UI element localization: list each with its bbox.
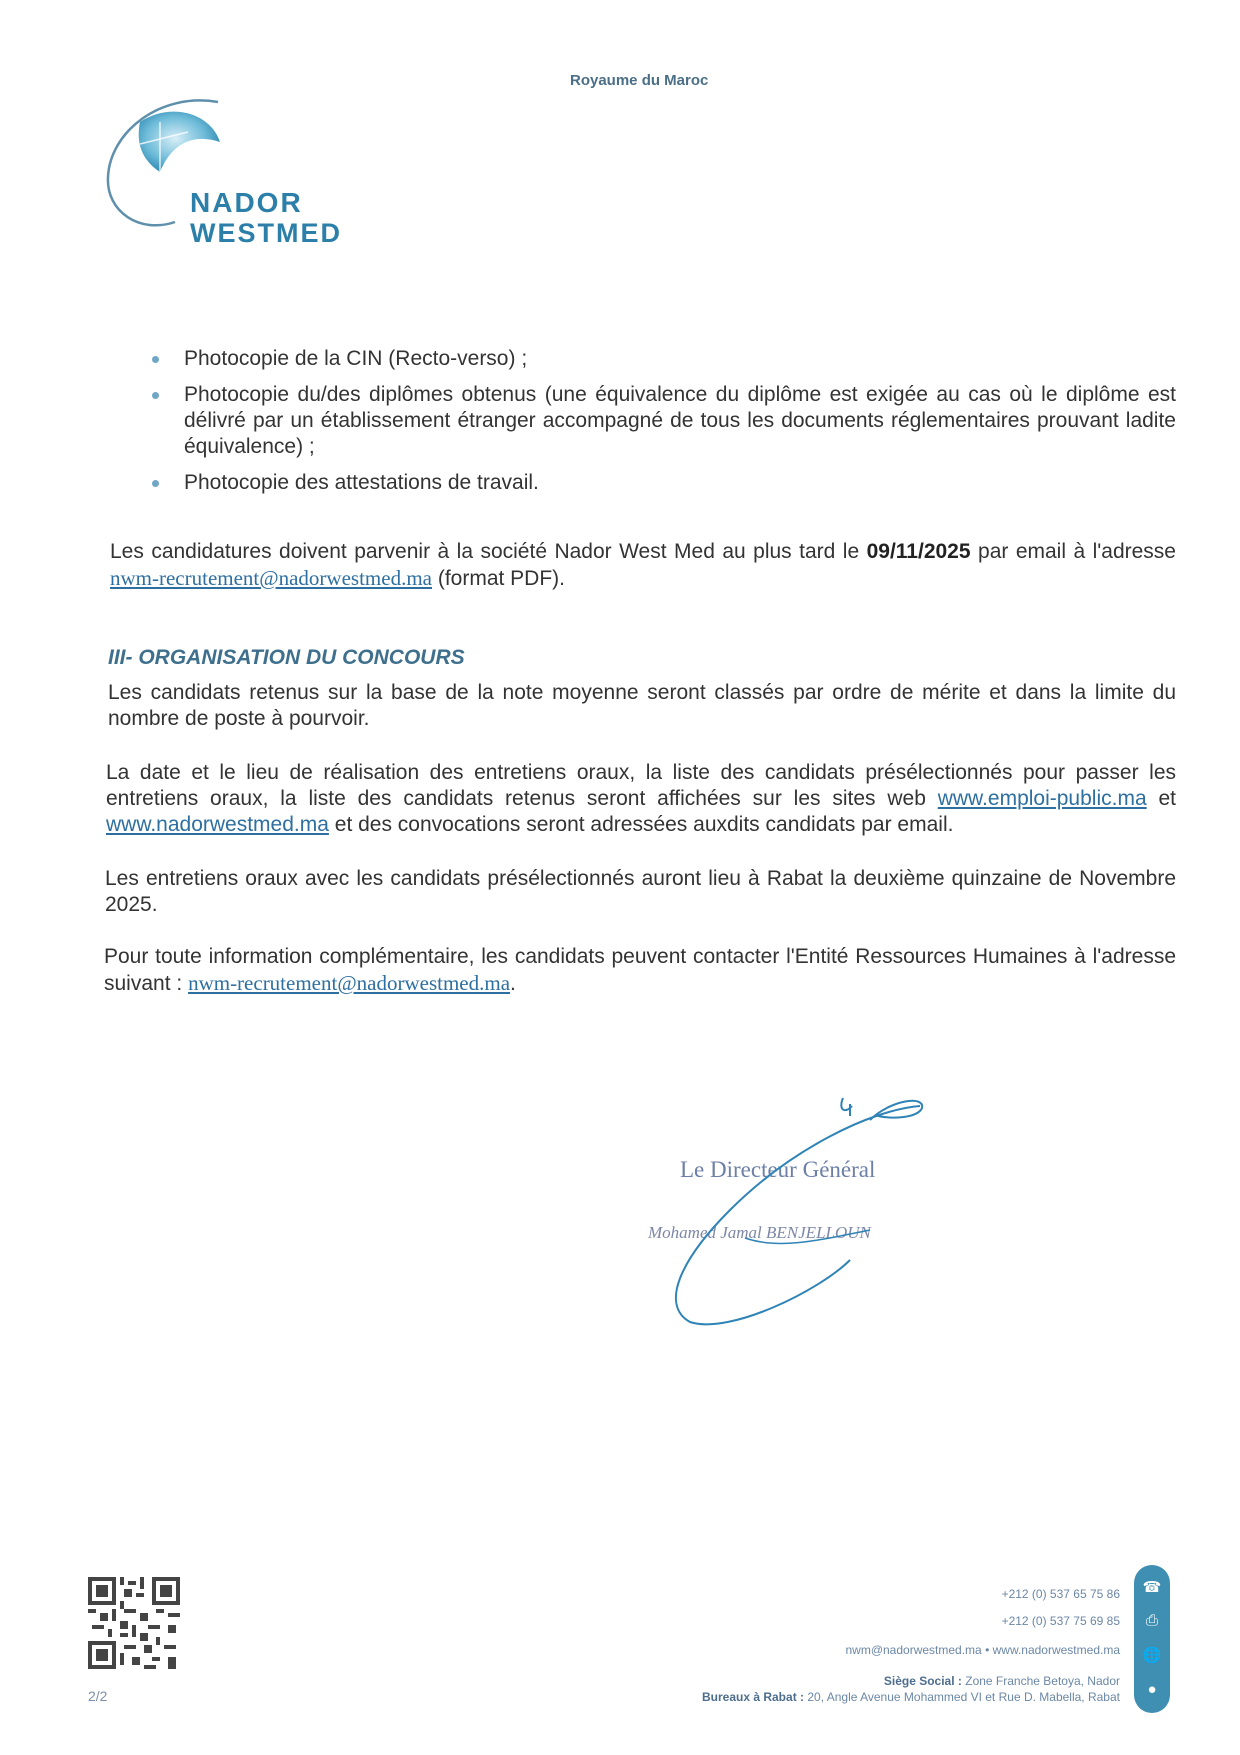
application-paragraph: Les candidatures doivent parvenir à la société Nador West Med au plus tard le 09/11/2025 par email à l'adresse nwm-recrutement@nadorwestmed.ma (format PDF). bbox=[110, 540, 1176, 590]
bullet-icon bbox=[152, 392, 159, 399]
globe-icon: 🌐 bbox=[1142, 1647, 1162, 1664]
logo-line-1: NADOR bbox=[190, 187, 303, 218]
fax-icon: ⎙ bbox=[1145, 1612, 1158, 1629]
signature-name: Mohamed Jamal BENJELLOUN bbox=[648, 1223, 871, 1242]
signature-title: Le Directeur Général bbox=[680, 1157, 876, 1182]
deadline-date: 09/11/2025 bbox=[866, 540, 971, 563]
application-email-link[interactable]: nwm-recrutement@nadorwestmed.ma bbox=[110, 566, 432, 590]
nadorwestmed-link[interactable]: www.nadorwestmed.ma bbox=[106, 813, 329, 836]
list-item: Photocopie de la CIN (Recto-verso) ; bbox=[148, 346, 1176, 372]
company-logo-text bbox=[190, 188, 342, 248]
footer-website: www.nadorwestmed.ma bbox=[992, 1643, 1120, 1657]
footer-bureaux: Bureaux à Rabat : 20, Angle Avenue Mohammed VI et Rue D. Mabella, Rabat bbox=[701, 1690, 1120, 1704]
phone-icon: ☎ bbox=[1142, 1579, 1162, 1596]
interviews-paragraph: La date et le lieu de réalisation des entretiens oraux, la liste des candidats présélectionnés pour passer les entretiens oraux, la liste des candidats retenus seront affichées sur les sites web www.emploi-public.ma et www.nadorwestmed.ma et des convocations seront adressées auxdits candidats par email. bbox=[106, 761, 1176, 836]
location-pin-icon: ● bbox=[1147, 1681, 1157, 1698]
footer-icon-bar bbox=[1134, 1565, 1170, 1713]
documents-list bbox=[148, 346, 1176, 506]
emploi-public-link[interactable]: www.emploi-public.ma bbox=[937, 787, 1147, 810]
logo-line-2: WESTMED bbox=[190, 218, 342, 248]
handwritten-signature bbox=[640, 1090, 930, 1330]
footer-phone-2: +212 (0) 537 75 69 85 bbox=[1001, 1614, 1120, 1628]
footer-siege: Siège Social : Zone Franche Betoya, Nador bbox=[883, 1674, 1120, 1688]
ranking-paragraph: Les candidats retenus sur la base de la note moyenne seront classés par ordre de mérite et dans la limite du nombre de poste à pourvoir. bbox=[108, 681, 1176, 730]
contact-email-link[interactable]: nwm-recrutement@nadorwestmed.ma bbox=[188, 971, 511, 995]
footer-email: nwm@nadorwestmed.ma bbox=[845, 1643, 982, 1657]
rabat-paragraph: Les entretiens oraux avec les candidats présélectionnés auront lieu à Rabat la deuxième quinzaine de Novembre 2025. bbox=[105, 867, 1176, 916]
footer-phone-1: +212 (0) 537 65 75 86 bbox=[1001, 1587, 1120, 1601]
footer-web-line: nwm@nadorwestmed.ma • www.nadorwestmed.ma bbox=[845, 1643, 1120, 1657]
bullet-icon bbox=[152, 480, 159, 487]
kingdom-header: Royaume du Maroc bbox=[570, 72, 709, 89]
page-number: 2/2 bbox=[88, 1688, 108, 1704]
list-item: Photocopie des attestations de travail. bbox=[148, 470, 1176, 496]
contact-paragraph: Pour toute information complémentaire, les candidats peuvent contacter l'Entité Ressources Humaines à l'adresse suivant : nwm-recrutement@nadorwestmed.ma. bbox=[104, 945, 1176, 995]
bullet-icon bbox=[152, 356, 159, 363]
section-title: III- ORGANISATION DU CONCOURS bbox=[108, 646, 465, 669]
qr-code bbox=[88, 1577, 180, 1669]
list-item: Photocopie du/des diplômes obtenus (une équivalence du diplôme est exigée au cas où le diplôme est délivré par un établissement étranger accompagné de tous les documents réglementaires prouvant ladite équivalence) ; bbox=[148, 382, 1176, 460]
